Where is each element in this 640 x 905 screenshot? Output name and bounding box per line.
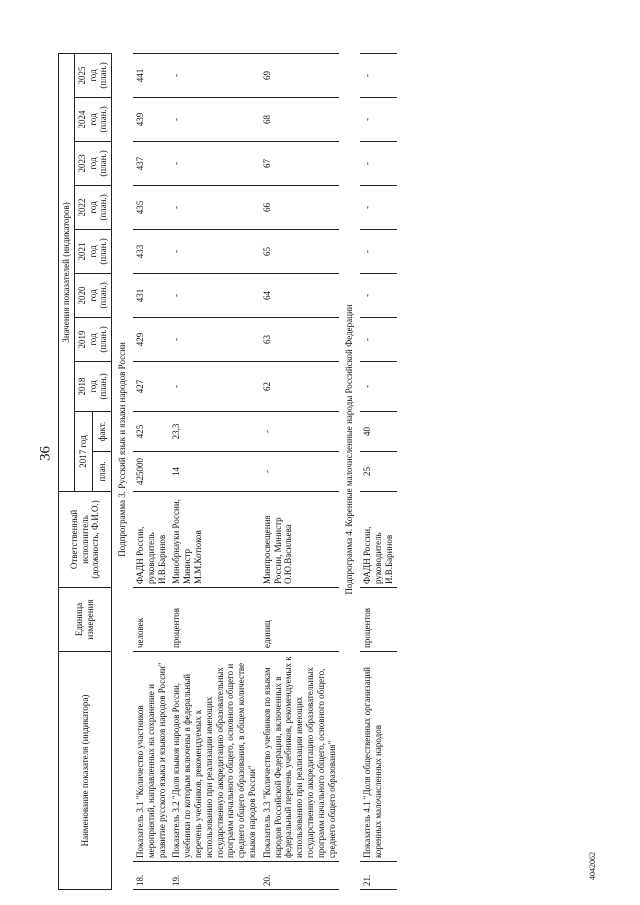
value-2024: -: [169, 97, 259, 141]
header-name: Наименование показателя (индикатора): [59, 651, 112, 889]
value-2017-fact: 425: [133, 411, 169, 451]
value-2023: -: [169, 141, 259, 185]
value-2018: 427: [133, 361, 169, 411]
value-2025: -: [169, 53, 259, 97]
value-2021: -: [169, 229, 259, 273]
value-2019: -: [360, 317, 396, 361]
table-row: [260, 9, 340, 889]
row-number: 21.: [360, 862, 396, 890]
header-responsible: Ответственный исполнитель (должность, Ф.И.О.): [59, 491, 112, 587]
value-2024: -: [360, 97, 396, 141]
header-2017: 2017 год: [74, 411, 93, 491]
value-2021: 65: [260, 229, 340, 273]
header-year-2024: 2024 год (план.): [74, 97, 111, 141]
value-2024: 68: [260, 97, 340, 141]
value-2022: -: [360, 185, 396, 229]
value-2023: -: [360, 141, 396, 185]
value-2021: 433: [133, 229, 169, 273]
page-number: 36: [37, 446, 54, 461]
indicator-name: Показатель 3.3 "Количество учебников по языкам народов Российской Федерации, включенных в федеральный перечень учебников, рекомендуемых к использованию при реализации имеющих государственную аккредитацию образовательных программ начального общего, основного общего, среднего общего образования": [260, 651, 340, 861]
value-2019: 63: [260, 317, 340, 361]
header-year-2019: 2019 год (план.): [74, 317, 111, 361]
value-2017-fact: 23,3: [169, 411, 259, 451]
responsible: ФАДН России, руководитель И.В.Баринов: [360, 491, 396, 587]
value-2017-fact: -: [260, 411, 340, 451]
indicator-name: Показатель 4.1 "Доля общественных организаций коренных малочисленных народов: [360, 651, 396, 861]
value-2020: 431: [133, 273, 169, 317]
unit: человек: [133, 587, 169, 651]
value-2018: -: [169, 361, 259, 411]
row-number: 19.: [169, 862, 259, 890]
row-number: 20.: [260, 862, 340, 890]
value-2022: 435: [133, 185, 169, 229]
value-2017-plan: 25: [360, 451, 396, 491]
value-2018: -: [360, 361, 396, 411]
value-2017-fact: 40: [360, 411, 396, 451]
responsible: Минпросвещения России, Министр О.Ю.Васильева: [260, 491, 340, 587]
value-2023: 437: [133, 141, 169, 185]
indicator-name: Показатель 3.1 "Количество участников мероприятий, направленных на сохранение и развитие русского языка и языков народов России": [133, 651, 169, 861]
unit: единиц: [260, 587, 340, 651]
table-row: [360, 9, 396, 889]
footer-code: 4042062: [588, 852, 597, 880]
value-2021: -: [360, 229, 396, 273]
subprogram-3-title: Подпрограмма 3. Русский язык и языки народов России: [117, 342, 128, 557]
unit: процентов: [169, 587, 259, 651]
header-year-2025: 2025 год (план.): [74, 53, 111, 97]
value-2017-plan: -: [260, 451, 340, 491]
value-2025: 441: [133, 53, 169, 97]
indicator-name: Показатель 3.2 "Доля языков народов России, учебники по которым включены в федеральный перечень учебников, рекомендуемых к использованию при реализации имеющих государственную аккредитацию образовательных программ начального общего, основного общего и среднего общего образования, в общем количестве языков народов России": [169, 651, 259, 861]
value-2020: 64: [260, 273, 340, 317]
value-2020: -: [169, 273, 259, 317]
unit: процентов: [360, 587, 396, 651]
value-2019: 429: [133, 317, 169, 361]
row-number: 18.: [133, 862, 169, 890]
value-2025: -: [360, 53, 396, 97]
subprogram-4-title: Подпрограмма 4. Коренные малочисленные народы Российской Федерации: [344, 304, 355, 595]
header-2017-plan: план.: [93, 451, 112, 491]
header-values: Значения показателей (индикаторов): [59, 53, 75, 491]
indicators-table: [58, 9, 397, 890]
value-2024: 439: [133, 97, 169, 141]
responsible: ФАДН России, руководитель И.В.Баринов: [133, 491, 169, 587]
value-2017-plan: 425000: [133, 451, 169, 491]
rotated-table-container: [58, 10, 568, 890]
header-2017-fact: факт.: [93, 411, 112, 451]
value-2023: 67: [260, 141, 340, 185]
value-2019: -: [169, 317, 259, 361]
value-2018: 62: [260, 361, 340, 411]
responsible: Минобрнауки России, Министр М.М.Котюков: [169, 491, 259, 587]
header-year-2018: 2018 год (план.): [74, 361, 111, 411]
header-unit: Единица измерения: [59, 587, 112, 651]
value-2022: 66: [260, 185, 340, 229]
header-year-2021: 2021 год (план.): [74, 229, 111, 273]
header-year-2023: 2023 год (план.): [74, 141, 111, 185]
header-year-2022: 2022 год (план.): [74, 185, 111, 229]
value-2025: 69: [260, 53, 340, 97]
header-year-2020: 2020 год (план.): [74, 273, 111, 317]
value-2017-plan: 14: [169, 451, 259, 491]
value-2022: -: [169, 185, 259, 229]
table-row: [169, 9, 259, 889]
value-2020: -: [360, 273, 396, 317]
table-row: [133, 9, 169, 889]
